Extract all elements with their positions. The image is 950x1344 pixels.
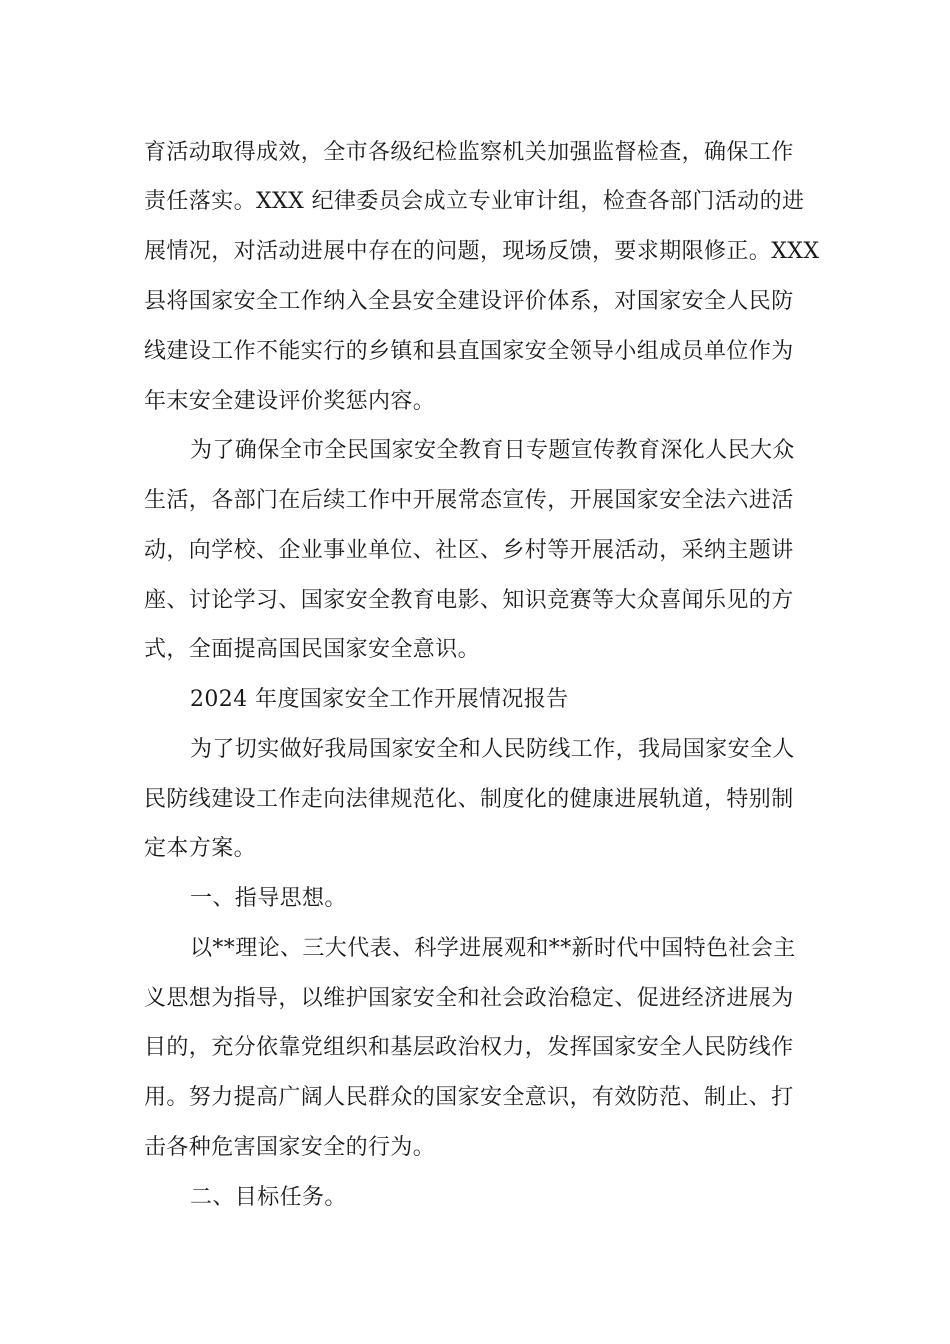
text-line: 生活，各部门在后续工作中开展常态宣传，开展国家安全法六进活: [144, 488, 794, 513]
text-line: 县将国家安全工作纳入全县安全建设评价体系，对国家安全人民防: [144, 289, 794, 314]
text-line: 动，向学校、企业事业单位、社区、乡村等开展活动，采纳主题讲: [144, 538, 794, 563]
section-heading: 二、目标任务。: [190, 1185, 347, 1210]
text-line: 义思想为指导，以维护国家安全和社会政治稳定、促进经济进展为: [144, 986, 794, 1011]
paragraph-start-line: 为了切实做好我局国家安全和人民防线工作，我局国家安全人: [190, 737, 795, 762]
text-line: 责任落实。XXX 纪律委员会成立专业审计组，检查各部门活动的进: [144, 189, 805, 214]
text-line: 线建设工作不能实行的乡镇和县直国家安全领导小组成员单位作为: [144, 339, 794, 364]
text-line: 座、讨论学习、国家安全教育电影、知识竞赛等大众喜闻乐见的方: [144, 588, 794, 613]
text-line: 民防线建设工作走向法律规范化、制度化的健康进展轨道，特别制: [144, 787, 794, 812]
section-heading: 一、指导思想。: [190, 886, 347, 911]
text-line: 展情况，对活动进展中存在的问题，现场反馈，要求期限修正。XXX: [144, 239, 820, 264]
paragraph-start-line: 为了确保全市全民国家安全教育日专题宣传教育深化人民大众: [190, 438, 795, 463]
text-line: 击各种危害国家安全的行为。: [144, 1135, 436, 1160]
text-line: 育活动取得成效，全市各级纪检监察机关加强监督检查，确保工作: [144, 140, 794, 165]
text-line: 目的，充分依靠党组织和基层政治权力，发挥国家安全人民防线作: [144, 1035, 794, 1060]
text-line: 定本方案。: [144, 836, 257, 861]
text-line: 年末安全建设评价奖惩内容。: [144, 389, 436, 414]
paragraph-start-line: 以**理论、三大代表、科学进展观和**新时代中国特色社会主: [190, 936, 796, 961]
text-line: 式，全面提高国民国家安全意识。: [144, 637, 481, 662]
text-line: 用。努力提高广阔人民群众的国家安全意识，有效防范、制止、打: [144, 1085, 794, 1110]
report-title: 2024 年度国家安全工作开展情况报告: [190, 687, 569, 712]
